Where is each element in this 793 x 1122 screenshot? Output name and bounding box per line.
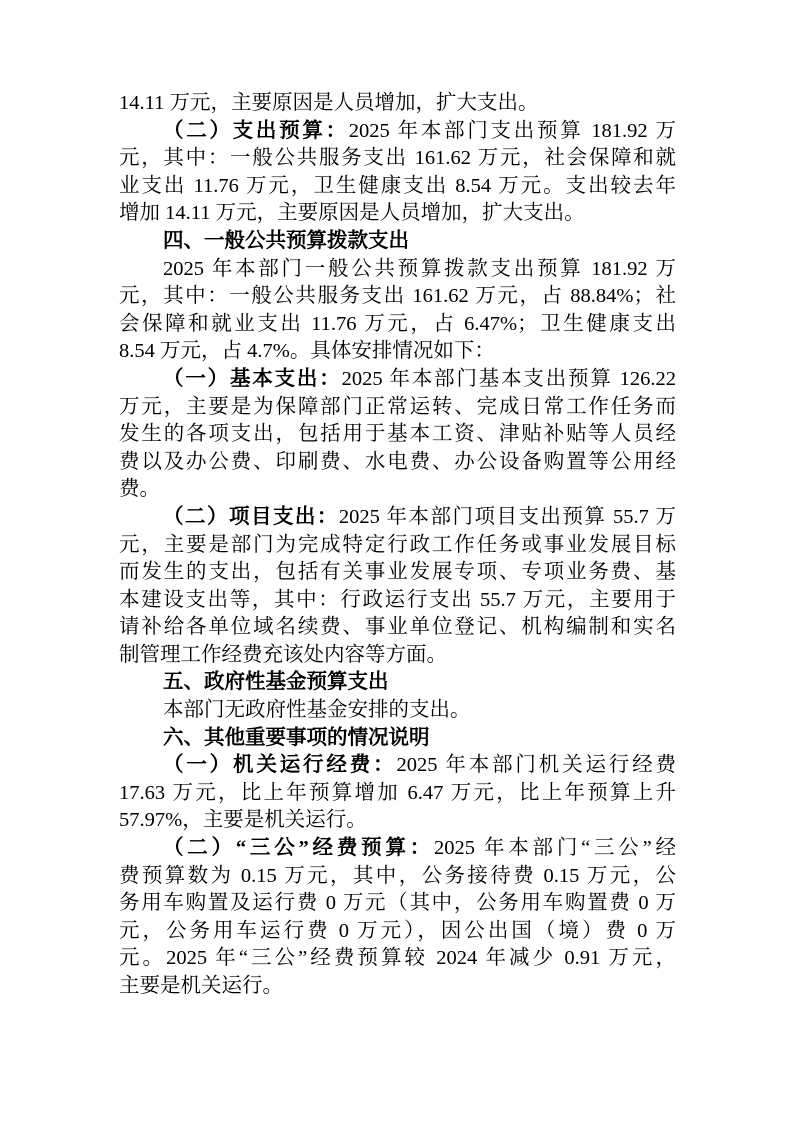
text-run: 2025 年本部门一般公共预算拨款支出预算 181.92 万 xyxy=(163,257,676,280)
text-line xyxy=(119,780,676,808)
text-line xyxy=(119,283,676,311)
text-run: 元，其中：一般公共服务支出 161.62 万元，社会保障和就 xyxy=(119,147,676,170)
section-heading xyxy=(119,669,676,697)
bold-run: 四、一般公共预算拨款支出 xyxy=(163,229,409,252)
text-run: 元，其中：一般公共服务支出 161.62 万元，占 88.84%；社 xyxy=(119,285,676,308)
text-line xyxy=(119,863,676,891)
bold-run: 五、政府性基金预算支出 xyxy=(163,671,389,694)
text-run: 元。2025 年“三公”经费预算较 2024 年减少 0.91 万元， xyxy=(119,947,676,970)
document-body xyxy=(119,90,676,1001)
text-line xyxy=(119,504,676,532)
text-run: 发生的各项支出，包括用于基本工资、津贴补贴等人员经 xyxy=(119,423,676,446)
text-line xyxy=(119,476,676,504)
text-line xyxy=(119,559,676,587)
text-line xyxy=(119,587,676,615)
text-run: 主要是机关运行。 xyxy=(119,975,283,997)
text-line xyxy=(119,256,676,284)
text-run: 而发生的支出，包括有关事业发展专项、专项业务费、基 xyxy=(119,561,676,584)
text-run: 14.11 万元，主要原因是人员增加，扩大支出。 xyxy=(119,92,539,114)
text-line xyxy=(119,338,676,366)
text-line xyxy=(119,200,676,228)
bold-run: （二）“三公”经费预算： xyxy=(163,837,435,860)
text-run: 2025 年本部门项目支出预算 55.7 万 xyxy=(338,505,676,528)
text-run: 元，主要是部门为完成特定行政工作任务或事业发展目标 xyxy=(119,533,676,556)
text-run: 2025 年本部门机关运行经费 xyxy=(396,754,676,777)
bold-run: （二）项目支出： xyxy=(163,505,339,528)
text-run: 57.97%，主要是机关运行。 xyxy=(119,809,367,832)
text-run: 元，公务用车运行费 0 万元），因公出国（境）费 0 万 xyxy=(119,919,676,942)
text-line xyxy=(119,642,676,670)
bold-run: 六、其他重要事项的情况说明 xyxy=(163,726,430,749)
text-run: 本建设支出等，其中：行政运行支出 55.7 万元，主要用于 xyxy=(119,588,676,611)
text-run: 万元，主要是为保障部门正常运转、完成日常工作任务而 xyxy=(119,395,676,418)
text-run: 费预算数为 0.15 万元，其中，公务接待费 0.15 万元，公 xyxy=(119,864,676,887)
text-run: 请补给各单位域名续费、事业单位登记、机构编制和实名 xyxy=(119,616,676,639)
text-run: 费以及办公费、印刷费、水电费、办公设备购置等公用经 xyxy=(119,450,676,473)
text-line xyxy=(119,366,676,394)
text-line xyxy=(119,145,676,173)
text-line xyxy=(119,449,676,477)
text-line xyxy=(119,973,676,1001)
bold-run: （一）机关运行经费： xyxy=(163,754,397,777)
section-heading xyxy=(119,725,676,753)
bold-run: （一）基本支出： xyxy=(163,367,342,390)
text-run: 会保障和就业支出 11.76 万元，占 6.47%；卫生健康支出 xyxy=(119,312,676,335)
text-line xyxy=(119,835,676,863)
text-line xyxy=(119,532,676,560)
text-run: 费。 xyxy=(119,478,160,501)
text-run: 增加 14.11 万元，主要原因是人员增加，扩大支出。 xyxy=(119,202,585,225)
text-line xyxy=(119,311,676,339)
text-line xyxy=(119,421,676,449)
text-run: 2025 年本部门支出预算 181.92 万 xyxy=(348,119,676,142)
text-run: 17.63 万元，比上年预算增加 6.47 万元，比上年预算上升 xyxy=(119,781,676,804)
text-run: 2025 年本部门“三公”经 xyxy=(434,837,676,860)
text-line xyxy=(119,394,676,422)
text-run: 务用车购置及运行费 0 万元（其中，公务用车购置费 0 万 xyxy=(119,892,676,915)
text-line xyxy=(119,918,676,946)
text-line xyxy=(119,945,676,973)
text-run: 制管理工作经费充该处内容等方面。 xyxy=(119,643,447,666)
text-line xyxy=(119,697,676,725)
text-run: 本部门无政府性基金安排的支出。 xyxy=(163,699,471,722)
text-run: 2025 年本部门基本支出预算 126.22 xyxy=(341,367,676,390)
section-heading xyxy=(119,228,676,256)
text-line xyxy=(119,118,676,146)
text-line xyxy=(119,614,676,642)
text-line xyxy=(119,752,676,780)
text-line xyxy=(119,807,676,835)
text-line xyxy=(119,173,676,201)
text-run: 业支出 11.76 万元，卫生健康支出 8.54 万元。支出较去年 xyxy=(119,174,676,197)
text-run: 8.54 万元，占 4.7%。具体安排情况如下： xyxy=(119,340,495,363)
text-line xyxy=(119,90,676,118)
text-line xyxy=(119,890,676,918)
bold-run: （二）支出预算： xyxy=(163,119,349,142)
